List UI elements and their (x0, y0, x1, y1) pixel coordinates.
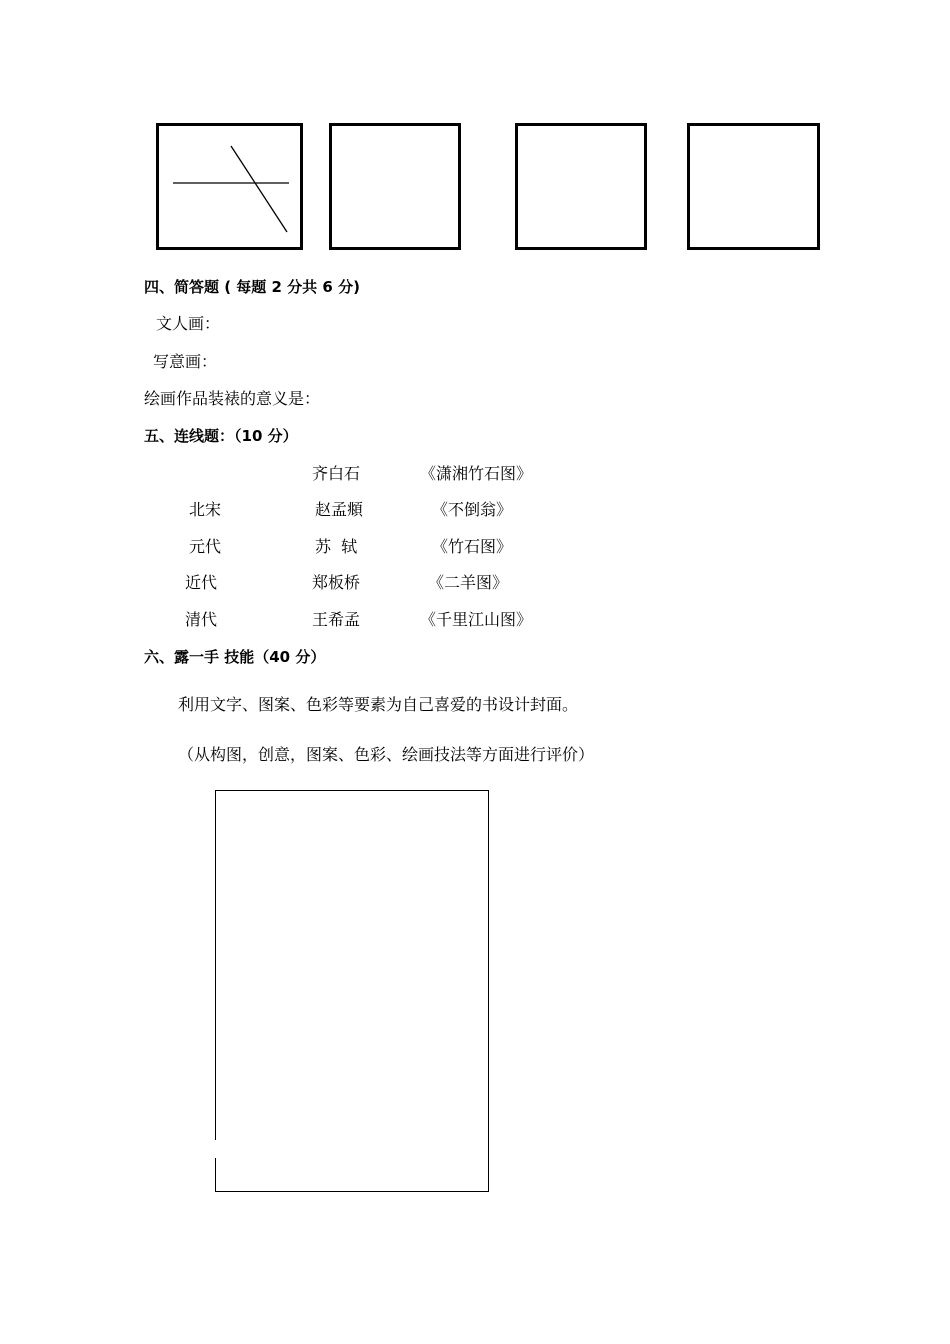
section5-heading: 五、连线题：（10 分） (144, 427, 298, 445)
question-freehand-painting: 写意画： (153, 352, 218, 371)
painter-item: 郑板桥 (312, 573, 361, 592)
drawing-box-1 (156, 123, 303, 250)
painter-item: 苏 轼 (315, 537, 358, 556)
painter-item: 齐白石 (312, 464, 361, 483)
work-item: 《千里江山图》 (420, 610, 533, 629)
evaluation-criteria: （从构图，创意，图案、色彩、绘画技法等方面进行评价） (178, 745, 595, 764)
work-item: 《不倒翁》 (432, 500, 513, 519)
question-mounting-meaning: 绘画作品装裱的意义是： (144, 389, 321, 408)
crossing-lines-figure (159, 126, 300, 247)
dynasty-item: 北宋 (189, 500, 222, 519)
question-literati-painting: 文人画： (156, 314, 221, 333)
work-item: 《潇湘竹石图》 (420, 464, 533, 483)
section6-heading: 六、露一手 技能（40 分） (144, 648, 326, 666)
work-item: 《二羊图》 (428, 573, 509, 592)
book-cover-design-area (215, 790, 489, 1192)
dynasty-item: 元代 (189, 537, 222, 556)
dynasty-item: 清代 (185, 610, 218, 629)
drawing-box-4 (687, 123, 820, 250)
drawing-box-2 (329, 123, 461, 250)
painter-item: 王希孟 (312, 610, 361, 629)
drawing-box-3 (515, 123, 647, 250)
work-item: 《竹石图》 (432, 537, 513, 556)
border-gap (213, 1140, 218, 1158)
dynasty-item: 近代 (185, 573, 218, 592)
section4-heading: 四、简答题 ( 每题 2 分共 6 分) (144, 278, 360, 296)
task-instruction: 利用文字、图案、色彩等要素为自己喜爱的书设计封面。 (178, 695, 579, 714)
painter-item: 赵孟頫 (315, 500, 364, 519)
